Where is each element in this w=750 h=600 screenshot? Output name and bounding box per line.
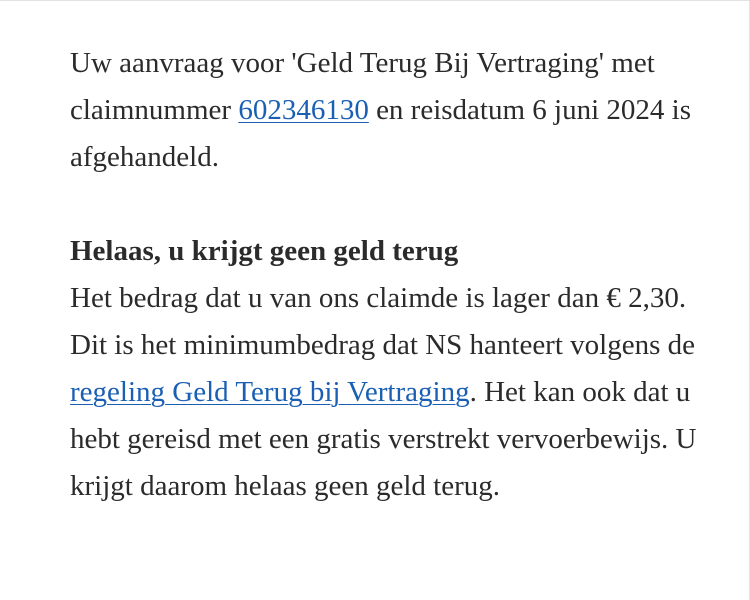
explanation-text-before-link: Het bedrag dat u van ons claimde is lager dan € 2,30. Dit is het minimumbedrag dat NS hanteert volgens de (70, 282, 695, 361)
intro-text-after-claim: en reisdatum 6 juni 2024 is afgehandeld. (70, 94, 691, 173)
intro-text-before-claim: Uw aanvraag voor 'Geld Terug Bij Vertraging' met claimnummer (70, 47, 655, 126)
claim-number-link[interactable]: 602346130 (238, 94, 369, 126)
email-body (70, 40, 710, 510)
regulation-link[interactable]: regeling Geld Terug bij Vertraging (70, 376, 470, 408)
paragraph-spacer (70, 181, 710, 228)
intro-paragraph (70, 40, 710, 181)
explanation-text-after-link: . Het kan ook dat u hebt gereisd met een gratis verstrekt vervoerbewijs. U krijgt daarom helaas geen geld terug. (70, 376, 697, 502)
explanation-paragraph (70, 275, 710, 510)
result-heading: Helaas, u krijgt geen geld terug (70, 235, 459, 267)
